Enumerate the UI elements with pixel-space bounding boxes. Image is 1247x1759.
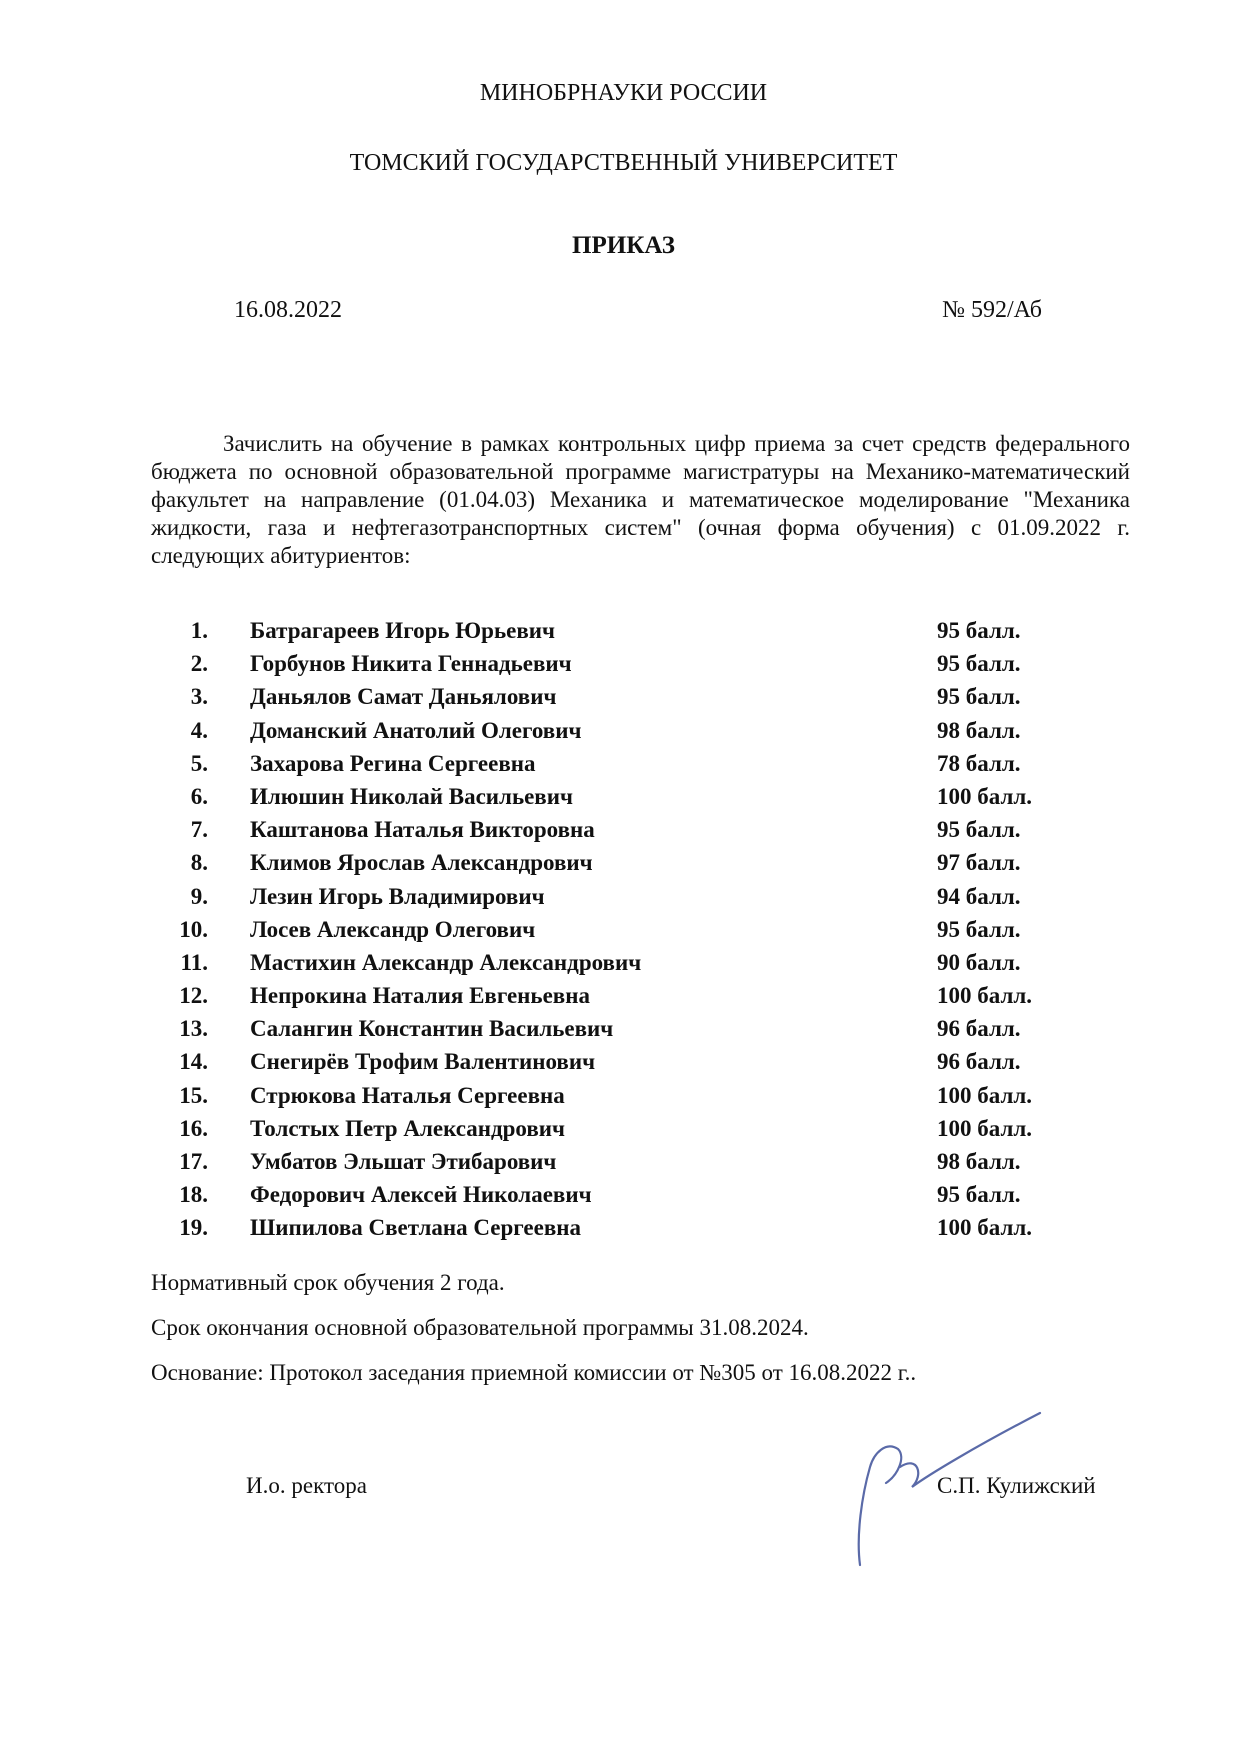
list-item: [160, 917, 1060, 950]
list-item: [160, 1215, 1060, 1248]
document-title: ПРИКАЗ: [572, 232, 675, 259]
student-score: 95 балл.: [937, 651, 1021, 677]
student-score: 100 балл.: [937, 1115, 1033, 1141]
list-item: [160, 1083, 1060, 1116]
student-name: Каштанова Наталья Викторовна: [250, 817, 595, 843]
signatory-name: С.П. Кулижский: [937, 1473, 1096, 1498]
list-item: [160, 850, 1060, 883]
list-item: [160, 1016, 1060, 1049]
basis-statement: Основание: Протокол заседания приемной комиссии от №305 от 16.08.2022 г..: [151, 1360, 917, 1385]
student-score: 95 балл.: [937, 817, 1021, 843]
student-number: 6.: [190, 783, 208, 809]
student-score: 97 балл.: [937, 850, 1021, 876]
list-item: [160, 950, 1060, 983]
order-date: 16.08.2022: [234, 297, 342, 323]
student-number: 8.: [190, 850, 208, 876]
list-item: [160, 884, 1060, 917]
list-item: [160, 718, 1060, 751]
student-name: Батрагареев Игорь Юрьевич: [250, 618, 555, 643]
list-item: [160, 618, 1060, 651]
student-score: 100 балл.: [937, 1082, 1033, 1108]
student-score: 96 балл.: [937, 1049, 1021, 1075]
student-number: 4.: [190, 717, 208, 743]
student-name: Шипилова Светлана Сергеевна: [250, 1215, 582, 1241]
student-name: Стрюкова Наталья Сергеевна: [250, 1082, 565, 1108]
student-name: Лосев Александр Олегович: [250, 916, 536, 942]
study-duration: Нормативный срок обучения 2 года.: [151, 1270, 505, 1295]
student-name: Доманский Анатолий Олегович: [250, 717, 582, 743]
student-number: 18.: [179, 1182, 208, 1208]
order-body: Зачислить на обучение в рамках контрольных цифр приема за счет средств федерального бюджета по основной образовательной программе магистратуры на Механико-математический факультет на направление (01.04.03) Механика и математическое моделирование "Механика жидкости, газа и нефтегазотранспортных систем" (очная форма обучения) с 01.09.2022 г. следующих абитуриентов:: [151, 431, 1130, 568]
student-number: 3.: [190, 684, 208, 710]
student-score: 100 балл.: [937, 1215, 1033, 1241]
student-score: 90 балл.: [937, 949, 1021, 975]
student-name: Мастихин Александр Александрович: [250, 949, 642, 975]
list-item: [160, 1116, 1060, 1149]
student-name: Федорович Алексей Николаевич: [250, 1182, 592, 1208]
student-score: 78 балл.: [937, 750, 1021, 776]
ministry-name: МИНОБРНАУКИ РОССИИ: [479, 80, 768, 106]
student-number: 7.: [190, 817, 208, 843]
student-number: 9.: [190, 883, 208, 909]
student-name: Илюшин Николай Васильевич: [250, 783, 573, 809]
student-name: Даньялов Самат Даньялович: [250, 684, 557, 710]
student-name: Толстых Петр Александрович: [250, 1115, 565, 1141]
student-score: 95 балл.: [937, 916, 1021, 942]
student-name: Непрокина Наталия Евгеньевна: [250, 983, 590, 1009]
student-score: 95 балл.: [937, 618, 1021, 643]
student-number: 12.: [179, 983, 208, 1009]
student-number: 5.: [190, 750, 208, 776]
student-number: 15.: [179, 1082, 208, 1108]
student-name: Захарова Регина Сергеевна: [250, 750, 536, 776]
university-name: ТОМСКИЙ ГОСУДАРСТВЕННЫЙ УНИВЕРСИТЕТ: [349, 150, 898, 176]
student-number: 10.: [179, 916, 208, 942]
list-item: [160, 983, 1060, 1016]
student-score: 100 балл.: [937, 783, 1033, 809]
student-name: Снегирёв Трофим Валентинович: [250, 1049, 596, 1075]
list-item: [160, 1182, 1060, 1215]
student-name: Горбунов Никита Геннадьевич: [250, 651, 572, 677]
student-score: 100 балл.: [937, 983, 1033, 1009]
student-number: 2.: [190, 651, 208, 677]
list-item: [160, 1149, 1060, 1182]
student-name: Салангин Константин Васильевич: [250, 1016, 614, 1042]
list-item: [160, 817, 1060, 850]
list-item: [160, 751, 1060, 784]
student-name: Умбатов Эльшат Этибарович: [250, 1149, 557, 1174]
student-number: 11.: [180, 949, 208, 975]
student-number: 16.: [179, 1115, 208, 1141]
student-name: Лезин Игорь Владимирович: [250, 883, 545, 909]
student-number: 19.: [179, 1215, 208, 1241]
list-item: [160, 651, 1060, 684]
list-item: [160, 1049, 1060, 1082]
students-list: [160, 618, 1060, 1249]
list-item: [160, 784, 1060, 817]
student-number: 13.: [179, 1016, 208, 1042]
student-name: Климов Ярослав Александрович: [250, 850, 593, 876]
student-score: 98 балл.: [937, 717, 1021, 743]
student-score: 95 балл.: [937, 684, 1021, 710]
student-score: 98 балл.: [937, 1149, 1021, 1174]
program-end-date: Срок окончания основной образовательной программы 31.08.2024.: [151, 1315, 809, 1340]
student-score: 94 балл.: [937, 883, 1021, 909]
order-number: № 592/Аб: [942, 297, 1042, 323]
list-item: [160, 684, 1060, 717]
signatory-role: И.о. ректора: [246, 1473, 367, 1498]
student-score: 96 балл.: [937, 1016, 1021, 1042]
student-number: 1.: [190, 618, 208, 643]
student-score: 95 балл.: [937, 1182, 1021, 1208]
student-number: 17.: [179, 1149, 208, 1174]
student-number: 14.: [179, 1049, 208, 1075]
